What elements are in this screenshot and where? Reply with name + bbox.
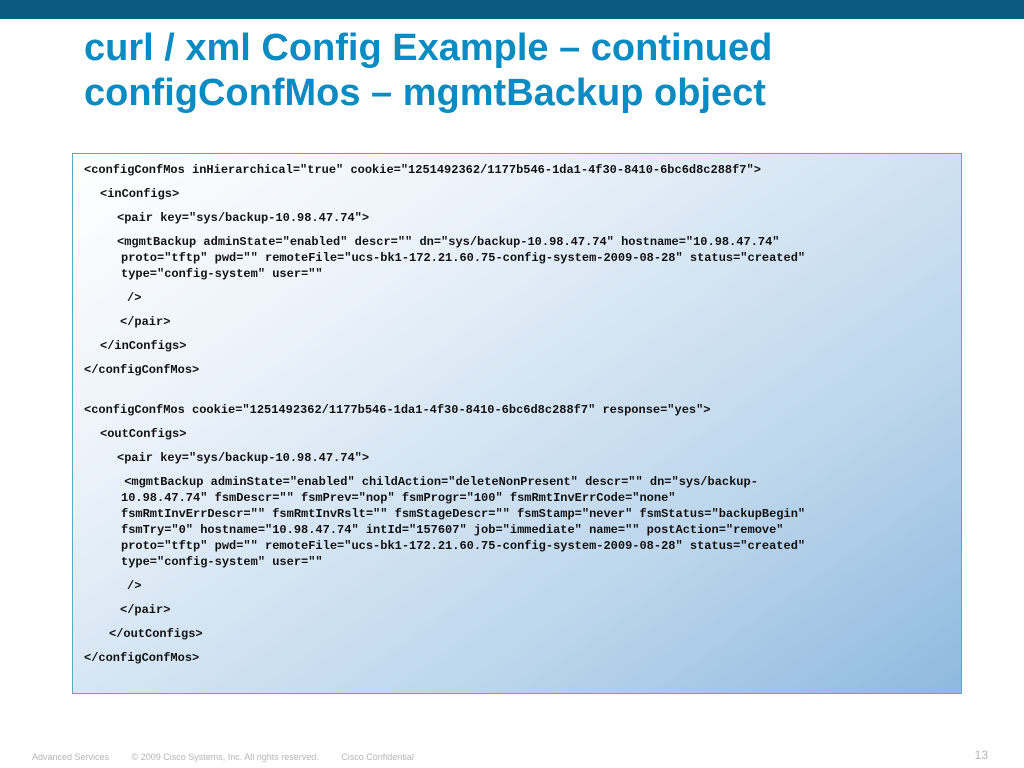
in-configs-open-tag: <inConfigs> [100, 187, 180, 201]
mgmt-backup-response-element [84, 474, 961, 570]
spacer [84, 378, 961, 402]
slide-footer [32, 752, 434, 762]
code-line: <mgmtBackup adminState="enabled" childAction="deleteNonPresent" descr="" dn="sys/backup- [117, 475, 758, 489]
request-open-tag: <configConfMos inHierarchical="true" cookie="1251492362/1177b546-1da1-4f30-8410-6bc6d8c288f7"> [84, 163, 761, 177]
footer-confidential: Cisco Confidential [341, 752, 414, 762]
out-configs-open-tag: <outConfigs> [100, 427, 187, 441]
out-configs-close-tag: </outConfigs> [109, 627, 203, 641]
pair-open-tag: <pair key="sys/backup-10.98.47.74"> [117, 451, 370, 465]
code-line: type="config-system" user="" [121, 555, 323, 569]
code-line: fsmTry="0" hostname="10.98.47.74" intId="157607" job="immediate" name="" postAction="remove" [121, 523, 784, 537]
mgmt-backup-request-element [84, 234, 961, 282]
response-open-tag: <configConfMos cookie="1251492362/1177b546-1da1-4f30-8410-6bc6d8c288f7" response="yes"> [84, 403, 711, 417]
footer-copyright: © 2009 Cisco Systems, Inc. All rights reserved. [131, 752, 319, 762]
in-configs-close-tag: </inConfigs> [100, 339, 187, 353]
code-line: 10.98.47.74" fsmDescr="" fsmPrev="nop" fsmProgr="100" fsmRmtInvErrCode="none" [121, 491, 676, 505]
code-example-box [72, 153, 962, 694]
slide-title [84, 26, 772, 116]
code-line: proto="tftp" pwd="" remoteFile="ucs-bk1-172.21.60.75-config-system-2009-08-28" status="created" [121, 251, 806, 265]
code-line: fsmRmtInvErrDescr="" fsmRmtInvRslt="" fsmStageDescr="" fsmStamp="never" fsmStatus="backupBegin" [121, 507, 806, 521]
xml-code-block [84, 162, 961, 666]
self-close-tag: /> [127, 579, 142, 593]
top-banner [0, 0, 1024, 19]
slide-title-line-1: curl / xml Config Example – continued [84, 27, 773, 69]
code-line: <mgmtBackup adminState="enabled" descr="" dn="sys/backup-10.98.47.74" hostname="10.98.47.74" [117, 235, 780, 249]
pair-open-tag: <pair key="sys/backup-10.98.47.74"> [117, 211, 370, 225]
self-close-tag: /> [127, 291, 142, 305]
code-line: proto="tftp" pwd="" remoteFile="ucs-bk1-172.21.60.75-config-system-2009-08-28" status="created" [121, 539, 806, 553]
pair-close-tag: </pair> [120, 315, 171, 329]
page-number: 13 [974, 748, 988, 762]
footer-advanced-services: Advanced Services [32, 752, 110, 762]
code-line: type="config-system" user="" [121, 267, 323, 281]
pair-close-tag: </pair> [120, 603, 171, 617]
slide-title-line-2: configConfMos – mgmtBackup object [84, 72, 766, 114]
request-close-tag: </configConfMos> [84, 363, 200, 377]
response-close-tag: </configConfMos> [84, 651, 200, 665]
